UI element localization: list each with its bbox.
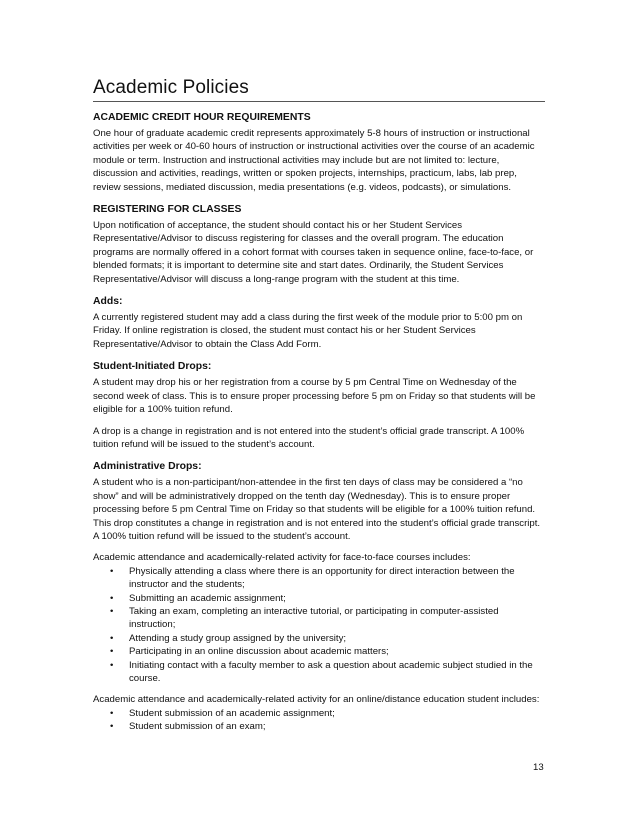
list-item: • Student submission of an academic assignment; (110, 707, 335, 719)
page-content (93, 77, 545, 742)
paragraph-credit: One hour of graduate academic credit represents approximately 5-8 hours of instruction or instructional activities per week or 40-60 hours of instruction or instructional activities over the course of an academic module or term. Instruction and instructional activities may include but are not limited to: lecture, discussion and activities, readings, written or spoken projects, internships, practicum, labs, lab prep, review sessions, mediated discussion, media presentations (e.g. videos, podcasts), or simulations. (93, 128, 535, 193)
list-item: • Participating in an online discussion about academic matters; (110, 646, 389, 658)
f2f-list (93, 565, 545, 686)
online-list (93, 707, 545, 734)
bullet-icon: • (110, 632, 114, 644)
list-item: • Taking an exam, completing an interactive tutorial, or participating in computer-assisted instruction; (110, 605, 499, 631)
section-heading-credit: ACADEMIC CREDIT HOUR REQUIREMENTS (93, 112, 311, 123)
list-item: • Physically attending a class where there is an opportunity for direct interaction between the instructor and the students; (110, 565, 515, 591)
paragraph-adds: A currently registered student may add a class during the first week of the module prior to 5:00 pm on Friday. If online registration is closed, the student must contact his or her Student Services Representative/Advisor to obtain the Class Add Form. (93, 312, 523, 350)
bullet-icon: • (110, 721, 114, 733)
list-item: • Submitting an academic assignment; (110, 592, 286, 604)
bullet-icon: • (110, 646, 114, 658)
section-heading-registering: REGISTERING FOR CLASSES (93, 204, 242, 216)
list-item: • Attending a study group assigned by the university; (110, 632, 347, 644)
paragraph-student-drops-2: A drop is a change in registration and is not entered into the student’s official grade transcript. A 100% tuition refund will be issued to the student’s account. (93, 425, 525, 450)
bullet-icon: • (110, 605, 114, 617)
bullet-icon: • (110, 592, 114, 604)
section-heading-admin-drops: Administrative Drops: (93, 461, 202, 473)
paragraph-student-drops-1: A student may drop his or her registration from a course by 5 pm Central Time on Wednesday of the second week of class. This is to ensure proper processing before 5 pm on Friday so that students will be eligible for a 100% tuition refund. (93, 377, 536, 416)
section-heading-adds: Adds: (93, 296, 123, 308)
bullet-icon: • (110, 565, 114, 577)
page-title: Academic Policies (93, 77, 545, 102)
section-heading-student-drops: Student-Initiated Drops: (93, 361, 212, 373)
f2f-intro: Academic attendance and academically-related activity for face-to-face courses includes: (93, 552, 471, 564)
paragraph-registering: Upon notification of acceptance, the student should contact his or her Student Services Representative/Advisor to discuss registering for classes and the overall program. The education programs are normally offered in a cohort format with courses taken in sequence online, face-to-face, or blended formats; it is important to determine site and start dates. Ordinarily, the Student Services Representative/Advisor will discuss a long-range program with the student at this time. (93, 220, 534, 285)
bullet-icon: • (110, 659, 114, 671)
paragraph-admin-drops: A student who is a non-participant/non-attendee in the first ten days of class may be considered a “no show” and will be administratively dropped on the tenth day (Wednesday). This is to ensure proper processing before 5 pm Central Time on Friday so that students will be eligible for a 100% tuition refund. This drop constitutes a change in registration and is not entered into the student’s official grade transcript. A 100% tuition refund will be issued to the student’s account. (93, 477, 541, 542)
page-number: 13 (533, 762, 544, 773)
list-item: • Student submission of an exam; (110, 721, 266, 733)
list-item: • Initiating contact with a faculty member to ask a question about academic subject studied in the course. (110, 659, 533, 684)
online-intro: Academic attendance and academically-related activity for an online/distance education student includes: (93, 694, 540, 706)
bullet-icon: • (110, 707, 114, 719)
